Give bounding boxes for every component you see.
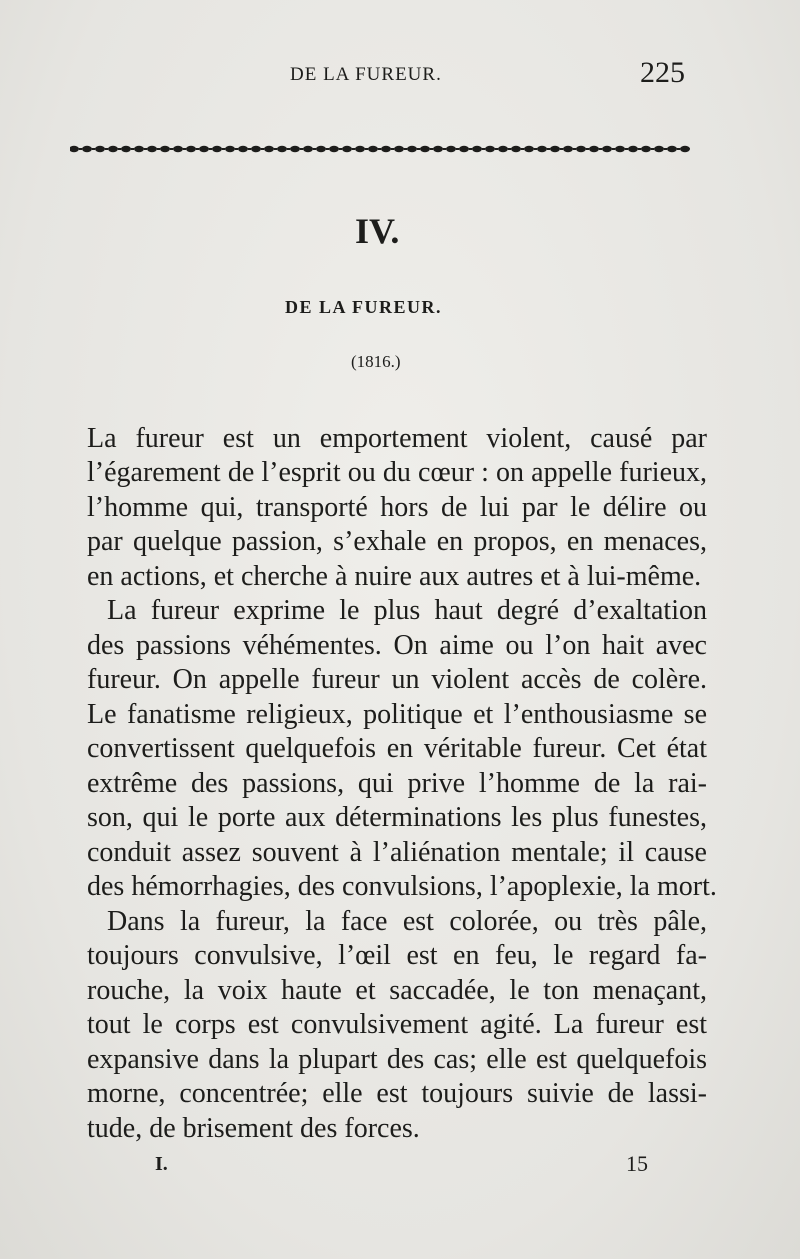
ornament-link [70, 146, 79, 152]
ornament-joint [300, 148, 303, 150]
ornament-link [680, 146, 690, 152]
chapter-title: DE LA FUREUR. [285, 297, 443, 317]
ornament-joint [573, 148, 576, 150]
body-line: par quelque passion, s’exhale en propos, en menaces, [87, 526, 707, 557]
ornament-joint [118, 148, 121, 150]
body-line: des hémorrhagies, des convulsions, l’apoplexie, la mort. [87, 871, 717, 902]
footer-signature: I. [155, 1153, 168, 1175]
ornament-joint [664, 148, 667, 150]
chapter-number: IV. [355, 211, 400, 251]
ornament-link [394, 146, 404, 152]
ornament-joint [235, 148, 238, 150]
body-line: expansive dans la plupart des cas; elle est quelquefois [87, 1044, 707, 1075]
ornament-link [459, 146, 469, 152]
ornament-joint [339, 148, 342, 150]
ornament-link [212, 146, 222, 152]
ornament-link [420, 146, 430, 152]
ornament-joint [495, 148, 498, 150]
ornamental-rule [70, 143, 690, 155]
body-line: La fureur est un emportement violent, causé par [87, 423, 707, 454]
ornament-link [342, 146, 352, 152]
ornament-link [277, 146, 287, 152]
ornament-joint [326, 148, 329, 150]
ornament-link [524, 146, 534, 152]
ornament-joint [274, 148, 277, 150]
ornament-link [160, 146, 170, 152]
ornament-link [316, 146, 326, 152]
ornament-joint [417, 148, 420, 150]
ornament-joint [170, 148, 173, 150]
ornament-link [134, 146, 144, 152]
ornament-joint [521, 148, 524, 150]
ornament-link [82, 146, 92, 152]
ornament-joint [443, 148, 446, 150]
ornament-joint [638, 148, 641, 150]
ornament-joint [287, 148, 290, 150]
ornament-joint [547, 148, 550, 150]
ornament-joint [352, 148, 355, 150]
ornament-link [238, 146, 248, 152]
ornament-link [108, 146, 118, 152]
body-line: conduit assez souvent à l’aliénation mentale; il cause [87, 837, 707, 868]
ornament-joint [222, 148, 225, 150]
body-line: l’égarement de l’esprit ou du cœur : on appelle furieux, [87, 457, 707, 488]
ornament-joint [209, 148, 212, 150]
ornament-link [186, 146, 196, 152]
body-line: extrême des passions, qui prive l’homme de la rai- [87, 768, 707, 799]
ornament-link [641, 146, 651, 152]
ornament-joint [196, 148, 199, 150]
ornament-joint [482, 148, 485, 150]
ornament-link [303, 146, 313, 152]
body-line: en actions, et cherche à nuire aux autres et à lui-même. [87, 561, 702, 592]
body-line: l’homme qui, transporté hors de lui par le délire ou [87, 492, 707, 523]
ornament-joint [365, 148, 368, 150]
body-line: toujours convulsive, l’œil est en feu, le regard fa- [87, 940, 707, 971]
ornament-joint [144, 148, 147, 150]
running-head: DE LA FUREUR. [290, 64, 442, 85]
ornament-joint [586, 148, 589, 150]
body-line: La fureur exprime le plus haut degré d’exaltation [107, 595, 707, 626]
ornament-joint [391, 148, 394, 150]
body-line: son, qui le porte aux déterminations les plus funestes, [87, 802, 707, 833]
ornament-link [589, 146, 599, 152]
body-line: fureur. On appelle fureur un violent accès de colère. [87, 664, 707, 695]
ornament-joint [560, 148, 563, 150]
ornament-link [654, 146, 664, 152]
ornament-link [433, 146, 443, 152]
ornament-joint [131, 148, 134, 150]
ornament-joint [79, 148, 82, 150]
ornament-link [381, 146, 391, 152]
ornament-joint [625, 148, 628, 150]
ornament-joint [183, 148, 186, 150]
chapter-year: (1816.) [351, 352, 401, 371]
ornament-link [407, 146, 417, 152]
ornament-link [563, 146, 573, 152]
ornament-link [225, 146, 235, 152]
ornament-link [446, 146, 456, 152]
ornament-joint [599, 148, 602, 150]
ornament-link [628, 146, 638, 152]
ornament-joint [469, 148, 472, 150]
ornament-link [368, 146, 378, 152]
ornament-link [498, 146, 508, 152]
ornament-link [329, 146, 339, 152]
page-number: 225 [640, 56, 685, 89]
body-line: morne, concentrée; elle est toujours suivie de lassi- [87, 1078, 707, 1109]
ornament-joint [534, 148, 537, 150]
ornament-link [173, 146, 183, 152]
ornament-joint [248, 148, 251, 150]
ornament-joint [456, 148, 459, 150]
ornament-joint [651, 148, 654, 150]
body-line: des passions véhémentes. On aime ou l’on hait avec [87, 630, 707, 661]
ornament-link [472, 146, 482, 152]
body-line: tout le corps est convulsivement agité. La fureur est [87, 1009, 707, 1040]
ornament-link [615, 146, 625, 152]
ornament-link [550, 146, 560, 152]
ornament-joint [508, 148, 511, 150]
ornament-joint [105, 148, 108, 150]
ornament-joint [313, 148, 316, 150]
ornament-link [537, 146, 547, 152]
ornament-link [264, 146, 274, 152]
body-line: Dans la fureur, la face est colorée, ou très pâle, [107, 906, 707, 937]
ornament-link [355, 146, 365, 152]
ornament-link [147, 146, 157, 152]
ornament-link [121, 146, 131, 152]
ornament-joint [430, 148, 433, 150]
ornament-link [485, 146, 495, 152]
ornament-joint [404, 148, 407, 150]
ornament-joint [92, 148, 95, 150]
ornament-link [667, 146, 677, 152]
ornament-joint [157, 148, 160, 150]
ornament-link [290, 146, 300, 152]
ornament-link [199, 146, 209, 152]
body-line: convertissent quelquefois en véritable fureur. Cet état [87, 733, 707, 764]
ornament-joint [261, 148, 264, 150]
ornament-joint [378, 148, 381, 150]
ornament-link [576, 146, 586, 152]
ornament-link [251, 146, 261, 152]
footer-sheet-number: 15 [626, 1151, 648, 1176]
ornament-link [511, 146, 521, 152]
body-line: tude, de brisement des forces. [87, 1113, 420, 1144]
ornament-link [602, 146, 612, 152]
ornament-link [95, 146, 105, 152]
body-line: rouche, la voix haute et saccadée, le ton menaçant, [87, 975, 707, 1006]
ornament-joint [677, 148, 680, 150]
ornament-joint [612, 148, 615, 150]
body-line: Le fanatisme religieux, politique et l’enthousiasme se [87, 699, 707, 730]
